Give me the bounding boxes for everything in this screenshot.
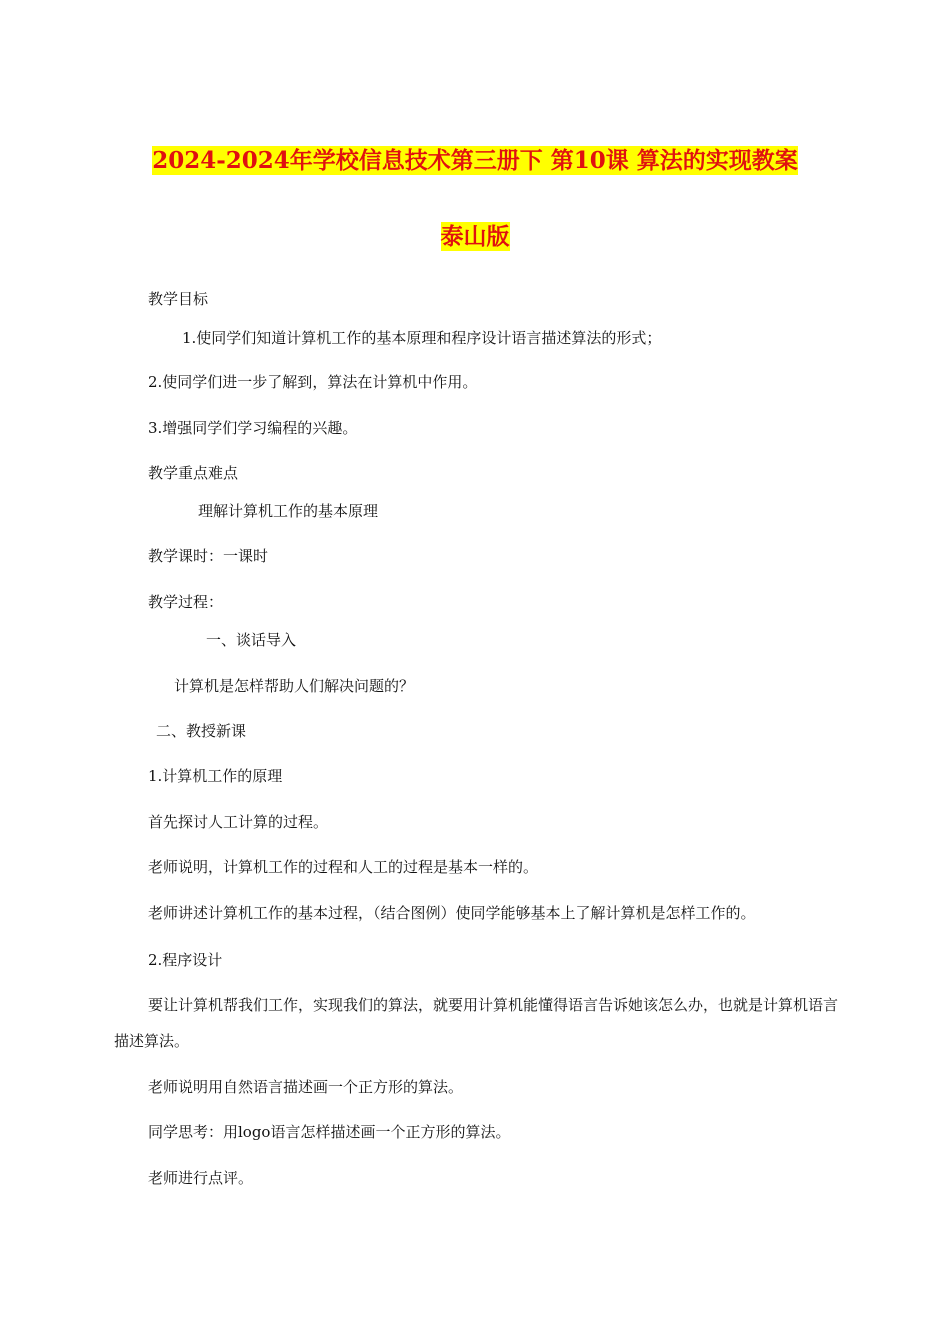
document-title-line-1 — [0, 146, 950, 176]
document-subtitle-text: 泰山版 — [440, 223, 510, 250]
document-title-line-2 — [0, 222, 950, 252]
paragraph-computer-language: 要让计算机帮我们工作，实现我们的算法，就要用计算机能懂得语言告诉她该怎么办，也就是计算机语言描述算法。 — [114, 996, 839, 1050]
objective-item-2: 2.使同学们进一步了解到，算法在计算机中作用。 — [148, 373, 478, 391]
paragraph-logo-language-thinking: 同学思考：用logo语言怎样描述画一个正方形的算法。 — [148, 1123, 511, 1141]
section-heading-objectives: 教学目标 — [148, 290, 209, 308]
section-heading-key-points: 教学重点难点 — [148, 464, 239, 482]
subheading-computer-principle: 1.计算机工作的原理 — [148, 767, 283, 785]
step-heading-introduction: 一、谈话导入 — [206, 631, 297, 649]
section-heading-process: 教学过程： — [148, 593, 224, 611]
step-heading-new-lesson: 二、教授新课 — [156, 722, 247, 740]
objective-item-1: 1.使同学们知道计算机工作的基本原理和程序设计语言描述算法的形式； — [182, 329, 662, 347]
subheading-programming: 2.程序设计 — [148, 951, 223, 969]
objective-item-3: 3.增强同学们学习编程的兴趣。 — [148, 419, 358, 437]
paragraph-teacher-explains: 老师说明，计算机工作的过程和人工的过程是基本一样的。 — [148, 858, 539, 876]
introduction-question: 计算机是怎样帮助人们解决问题的？ — [174, 677, 415, 695]
paragraph-natural-language-square: 老师说明用自然语言描述画一个正方形的算法。 — [148, 1078, 464, 1096]
paragraph-teacher-comments: 老师进行点评。 — [148, 1169, 254, 1187]
lesson-duration-text: 教学课时：一课时 — [148, 547, 269, 565]
document-title-text: 2024-2024年学校信息技术第三册下 第10课 算法的实现教案 — [152, 147, 798, 174]
paragraph-manual-calculation: 首先探讨人工计算的过程。 — [148, 813, 329, 831]
paragraph-teacher-describes: 老师讲述计算机工作的基本过程，（结合图例）使同学能够基本上了解计算机是怎样工作的。 — [148, 904, 756, 922]
key-point-text: 理解计算机工作的基本原理 — [198, 502, 379, 520]
